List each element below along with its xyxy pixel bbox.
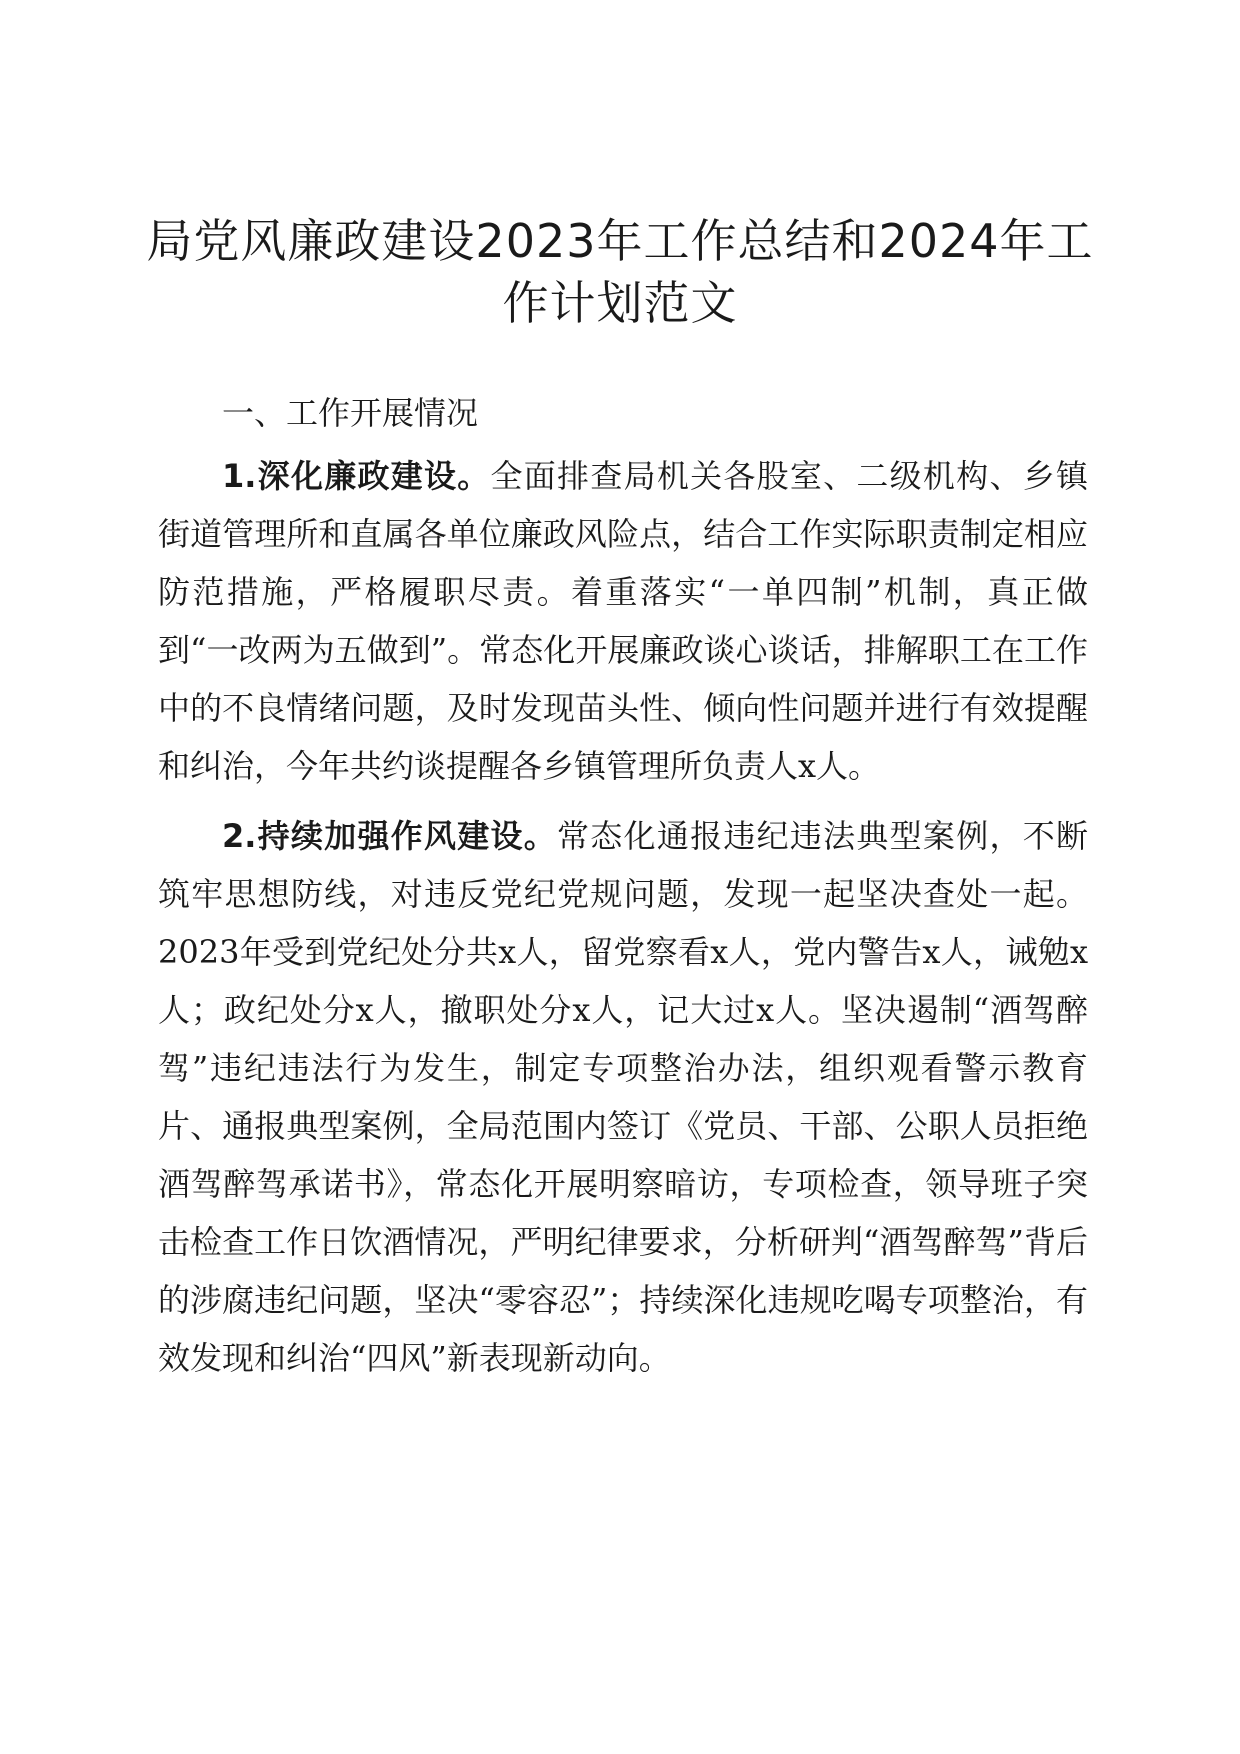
title-line-2: 作计划范文 <box>502 276 738 330</box>
paragraph-2-lead: 2.持续加强作风建设。 <box>222 817 558 855</box>
paragraph-1 <box>158 447 1088 795</box>
document-body <box>158 385 1088 1387</box>
paragraph-1-lead: 1.深化廉政建设。 <box>222 457 491 495</box>
document-title <box>140 210 1100 334</box>
title-line-1: 局党风廉政建设2023年工作总结和2024年工 <box>146 214 1094 268</box>
paragraph-2-text: 常态化通报违纪违法典型案例，不断筑牢思想防线，对违反党纪党规问题，发现一起坚决查处一起。2023年受到党纪处分共x人，留党察看x人，党内警告x人，诫勉x人；政纪处分x人，撤职处分x人，记大过x人。坚决遏制“酒驾醉驾”违纪违法行为发生，制定专项整治办法，组织观看警示教育片、通报典型案例，全局范围内签订《党员、干部、公职人员拒绝酒驾醉驾承诺书》，常态化开展明察暗访，专项检查，领导班子突击检查工作日饮酒情况，严明纪律要求，分析研判“酒驾醉驾”背后的涉腐违纪问题，坚决“零容忍”；持续深化违规吃喝专项整治，有效发现和纠治“四风”新表现新动向。 <box>158 817 1088 1377</box>
paragraph-2 <box>158 807 1088 1387</box>
section-heading: 一、工作开展情况 <box>222 394 479 432</box>
paragraph-1-text: 全面排查局机关各股室、二级机构、乡镇街道管理所和直属各单位廉政风险点，结合工作实际职责制定相应防范措施，严格履职尽责。着重落实“一单四制”机制，真正做到“一改两为五做到”。常态化开展廉政谈心谈话，排解职工在工作中的不良情绪问题，及时发现苗头性、倾向性问题并进行有效提醒和纠治，今年共约谈提醒各乡镇管理所负责人x人。 <box>158 457 1088 785</box>
